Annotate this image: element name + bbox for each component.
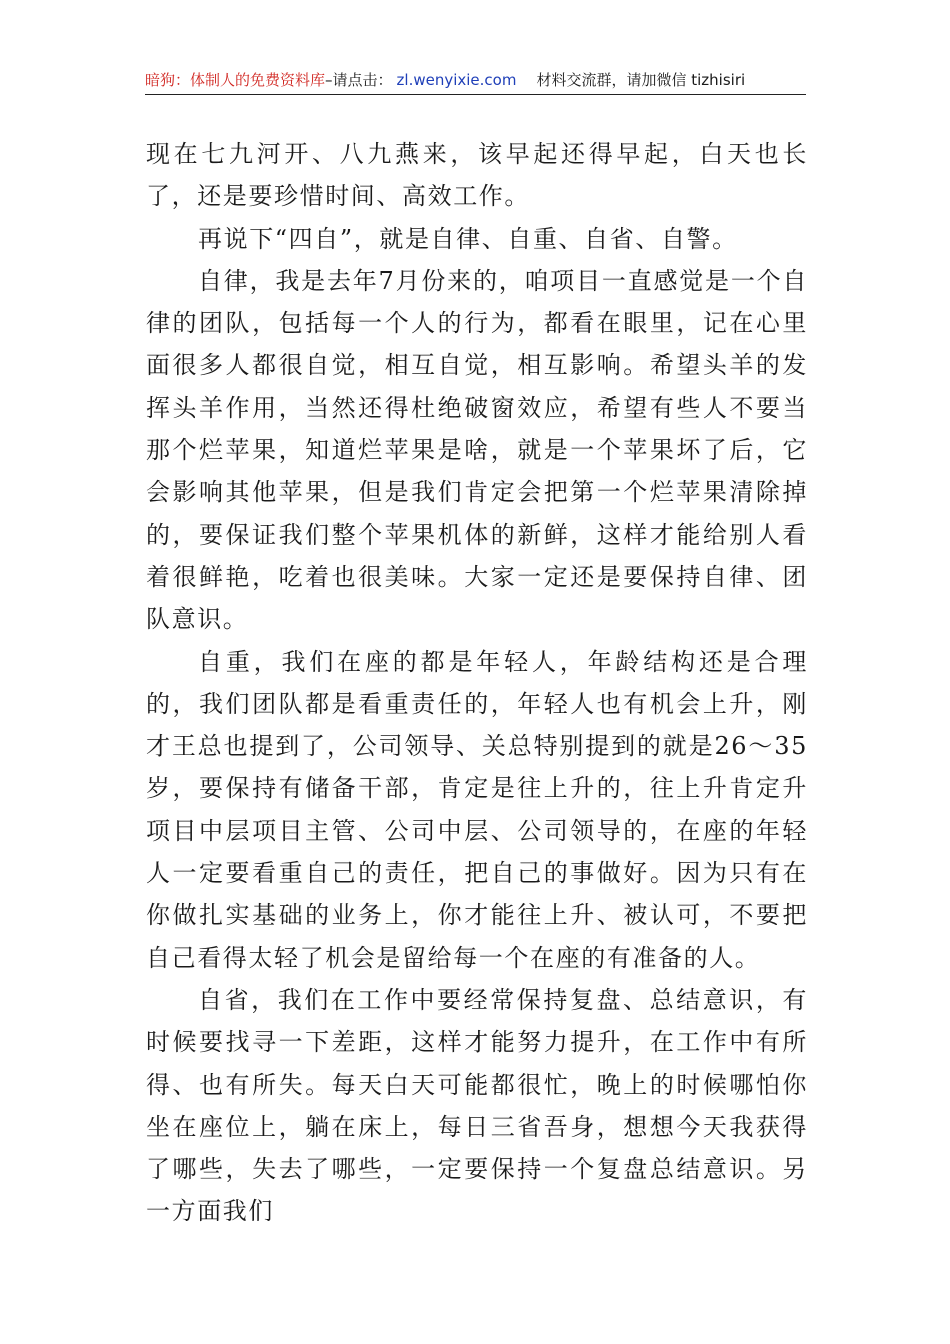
header-url-link[interactable]: zl.wenyixie.com [396, 71, 517, 89]
header-brand: 暗狗：体制人的免费资料库 [145, 71, 326, 89]
paragraph-5: 自省，我们在工作中要经常保持复盘、总结意识，有时候要找寻一下差距，这样才能努力提升，在工作中有所得、也有所失。每天白天可能都很忙，晚上的时候哪怕你坐在座位上，躺在床上，每日三省吾身，想想今天我获得了哪些，失去了哪些，一定要保持一个复盘总结意识。另一方面我们 [146, 985, 808, 1226]
document-body [146, 133, 808, 1233]
paragraph-4: 自重，我们在座的都是年轻人，年龄结构还是合理的，我们团队都是看重责任的，年轻人也有机会上升，刚才王总也提到了，公司领导、关总特别提到的就是26～35岁，要保持有储备干部，肯定是往上升的，往上升肯定升项目中层项目主管、公司中层、公司领导的，在座的年轻人一定要看重自己的责任，把自己的事做好。因为只有在你做扎实基础的业务上，你才能往上升、被认可，不要把自己看得太轻了机会是留给每一个在座的有准备的人。 [146, 647, 808, 972]
header-contact: 材料交流群，请加微信 tizhisiri [536, 71, 746, 89]
page-header [145, 66, 806, 95]
paragraph-3: 自律，我是去年7月份来的，咱项目一直感觉是一个自律的团队，包括每一个人的行为，都看在眼里，记在心里面很多人都很自觉，相互自觉，相互影响。希望头羊的发挥头羊作用，当然还得杜绝破窗效应，希望有些人不要当那个烂苹果，知道烂苹果是啥，就是一个苹果坏了后，它会影响其他苹果，但是我们肯定会把第一个烂苹果清除掉的，要保证我们整个苹果机体的新鲜，这样才能给别人看着很鲜艳，吃着也很美味。大家一定还是要保持自律、团队意识。 [146, 266, 808, 634]
paragraph-2: 再说下“四自”，就是自律、自重、自省、自警。 [198, 224, 738, 253]
paragraph-1: 现在七九河开、八九燕来，该早起还得早起，白天也长了，还是要珍惜时间、高效工作。 [146, 140, 808, 211]
header-cta: –请点击： [325, 71, 393, 89]
